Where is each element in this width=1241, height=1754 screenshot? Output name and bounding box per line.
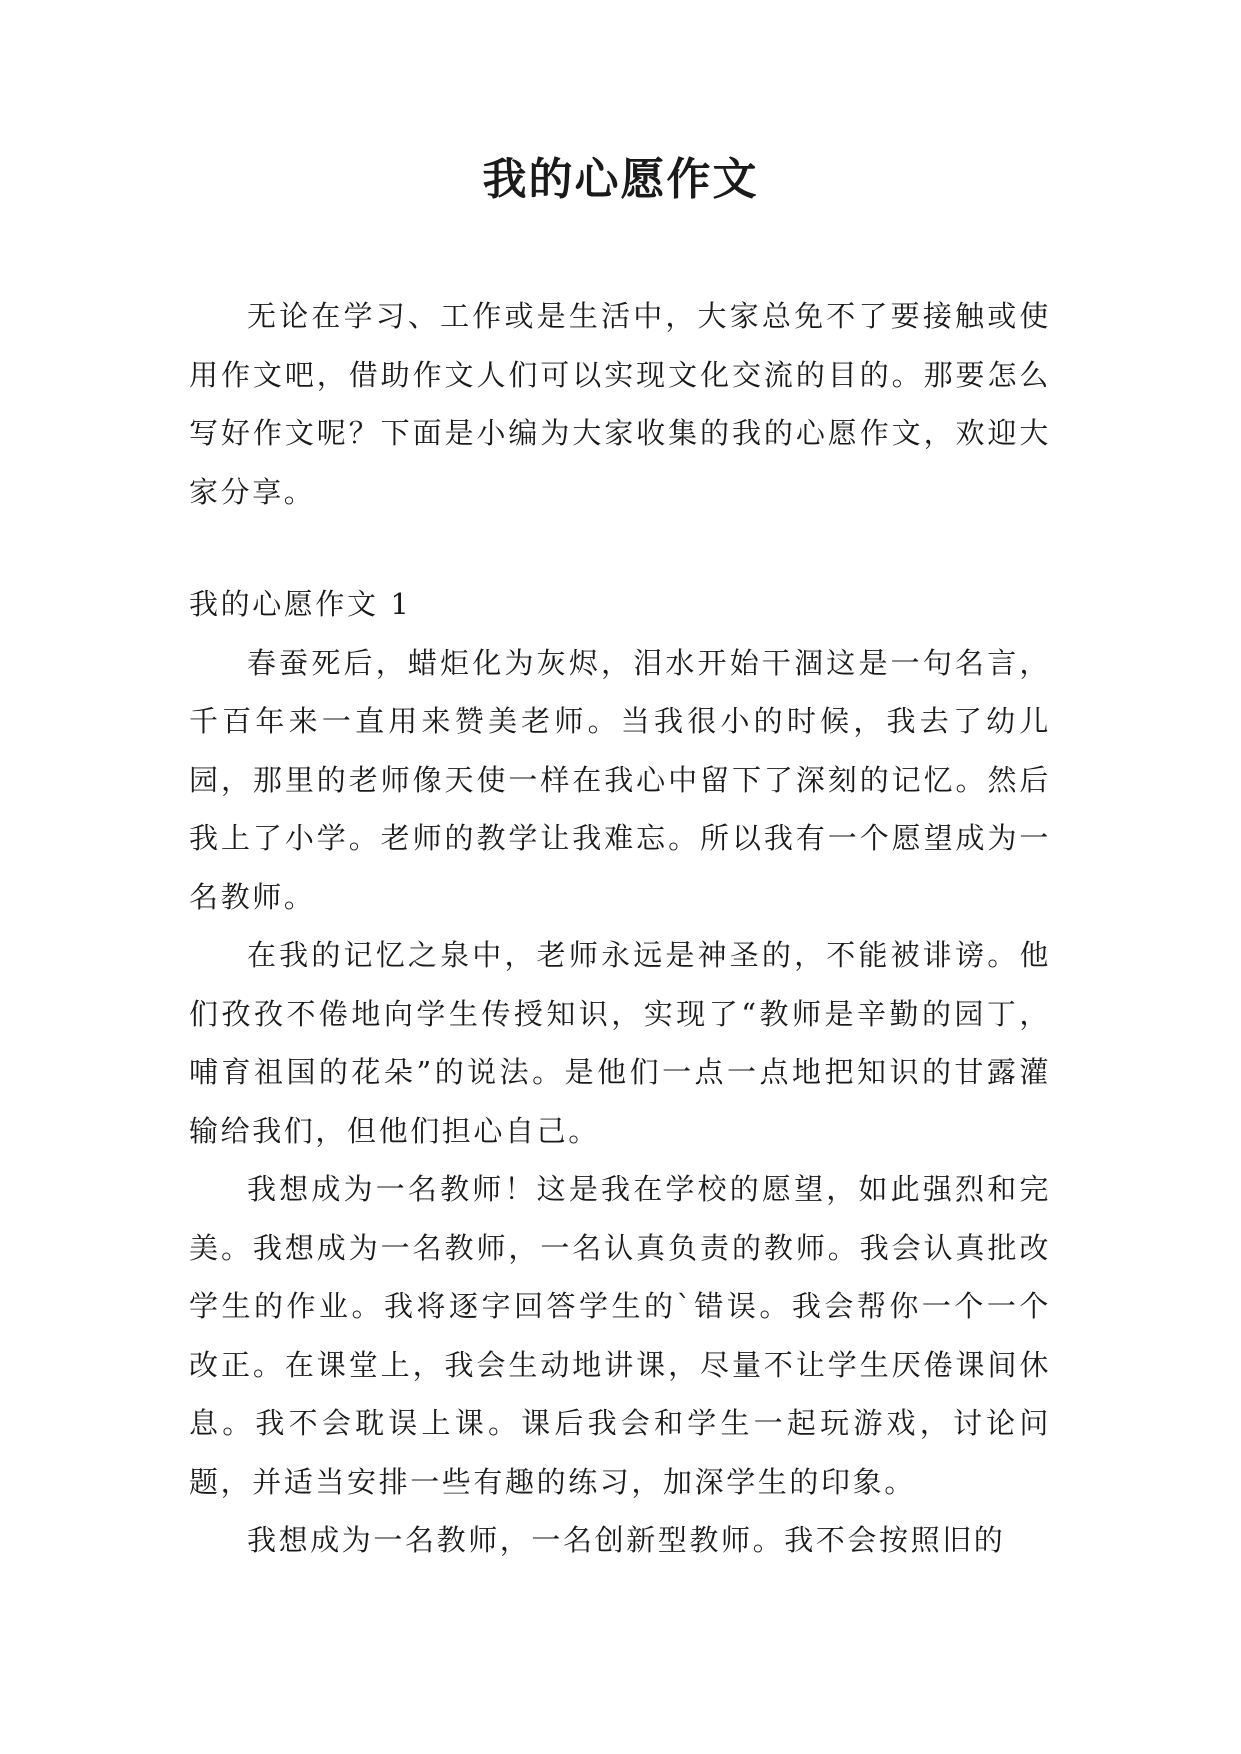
essay-paragraph: 我想成为一名教师！这是我在学校的愿望，如此强烈和完美。我想成为一名教师，一名认真负责的教师。我会认真批改学生的作业。我将逐字回答学生的`错误。我会帮你一个一个改正。在课堂上，我会生动地讲课，尽量不让学生厌倦课间休息。我不会耽误上课。课后我会和学生一起玩游戏，讨论问题，并适当安排一些有趣的练习，加深学生的印象。 [189,1172,1051,1499]
essay-body [189,575,1051,1570]
intro-paragraph: 无论在学习、工作或是生活中，大家总免不了要接触或使用作文吧，借助作文人们可以实现文化交流的目的。那要怎么写好作文呢？下面是小编为大家收集的我的心愿作文，欢迎大家分享。 [189,299,1051,509]
essay-paragraph: 春蚕死后，蜡炬化为灰烬，泪水开始干涸这是一句名言，千百年来一直用来赞美老师。当我很小的时候，我去了幼儿园，那里的老师像天使一样在我心中留下了深刻的记忆。然后我上了小学。老师的教学让我难忘。所以我有一个愿望成为一名教师。 [189,645,1051,914]
essay-paragraph: 在我的记忆之泉中，老师永远是神圣的，不能被诽谤。他们孜孜不倦地向学生传授知识，实现了“教师是辛勤的园丁，哺育祖国的花朵”的说法。是他们一点一点地把知识的甘露灌输给我们，但他们担心自己。 [189,938,1051,1148]
document-title: 我的心愿作文 [482,154,759,205]
essay-paragraph: 我想成为一名教师，一名创新型教师。我不会按照旧的 [247,1523,1006,1557]
section-heading: 我的心愿作文 1 [189,587,412,621]
